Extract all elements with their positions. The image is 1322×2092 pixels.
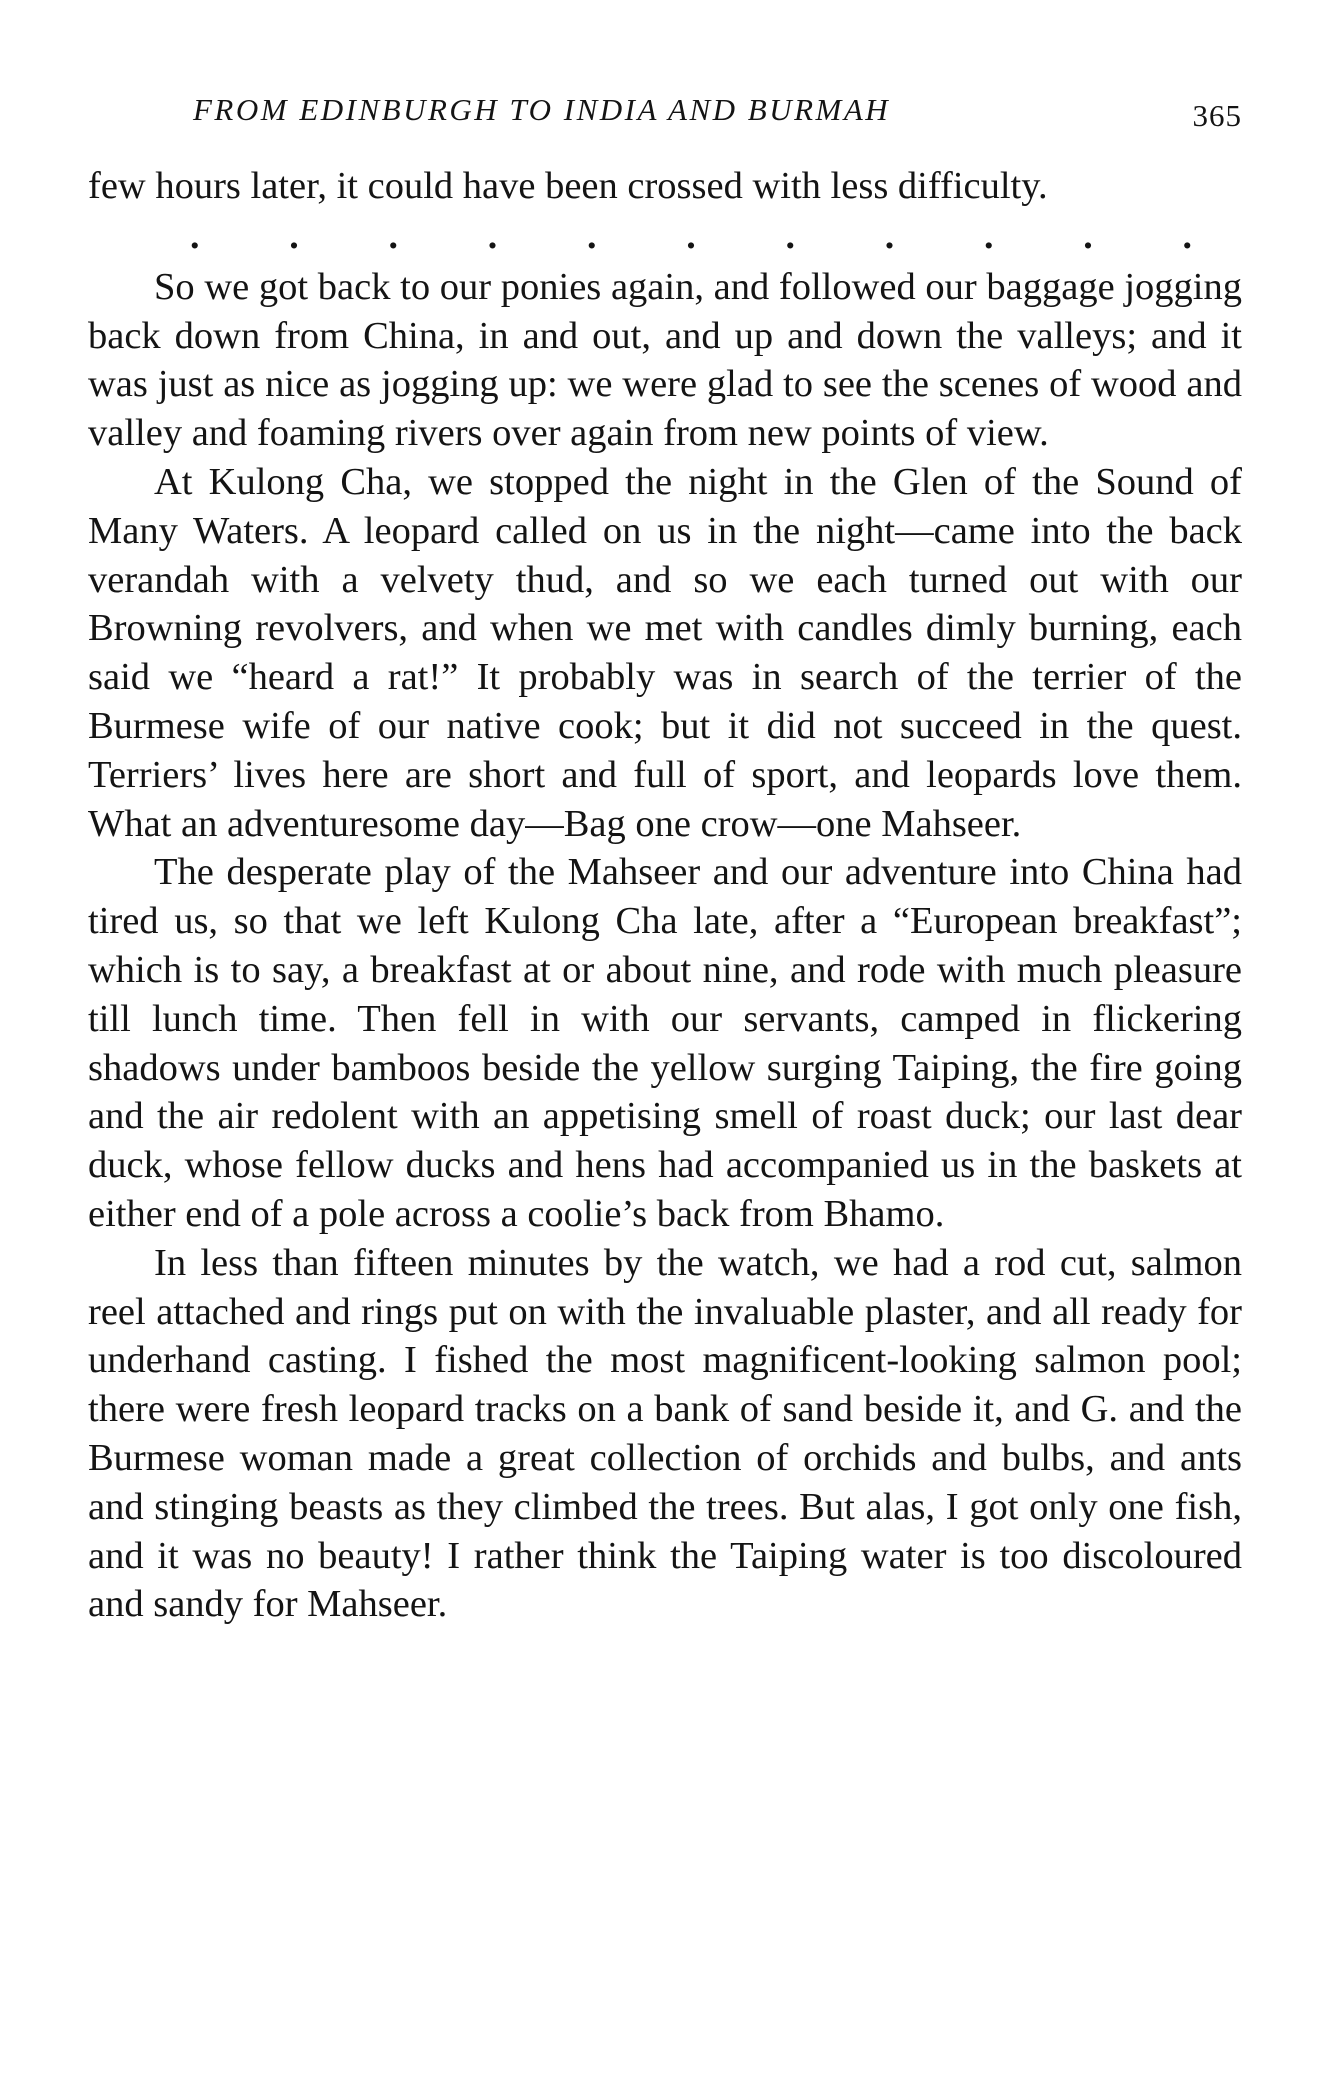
body-text [88,162,1242,1629]
dot: . [884,215,895,258]
dot: . [190,215,200,258]
dot: . [785,215,795,258]
dot: . [1182,215,1192,258]
dot: . [289,215,299,258]
dot: . [1083,215,1093,258]
dot: . [388,215,398,258]
running-head [193,92,1242,138]
dot: . [587,215,597,258]
dot: . [487,215,498,258]
dot: . [686,215,696,258]
running-title: FROM EDINBURGH TO INDIA AND BURMAH [193,92,891,127]
paragraph-continued: few hours later, it could have been crossed with less difficulty. [88,165,1048,207]
book-page [88,92,1242,1629]
paragraph: The desperate play of the Mahseer and our adventure into China had tired us, so that we left Kulong Cha late, after a “European breakfast”; which is to say, a breakfast at or about nine, and rode with much pleasure till lunch time. Then fell in with our servants, camped in flickering shadows under bamboos beside the yellow surging Taiping, the fire going and the air redolent with an appetising smell of roast duck; our last dear duck, whose fellow ducks and hens had accompanied us in the baskets at either end of a pole across a coolie’s back from Bhamo. [88,851,1242,1235]
paragraph: In less than fifteen minutes by the watch, we had a rod cut, salmon reel attached and rings put on with the invaluable plaster, and all ready for underhand casting. I fished the most magnificent-looking salmon pool; there were fresh leopard tracks on a bank of sand beside it, and G. and the Burmese woman made a great collection of orchids and bulbs, and ants and stinging beasts as they climbed the trees. But alas, I got only one fish, and it was no beauty! I rather think the Taiping water is too discoloured and sandy for Mahseer. [88,1241,1242,1626]
page-number: 365 [1192,98,1242,133]
paragraph: So we got back to our ponies again, and followed our baggage jogging back down from China, in and out, and up and down the valleys; and it was just as nice as jogging up: we were glad to see the scenes of wood and valley and foaming rivers over again from new points of view. [88,265,1242,455]
paragraph: At Kulong Cha, we stopped the night in the Glen of the Sound of Many Waters. A leopard called on us in the night—came into the back verandah with a velvety thud, and so we each turned out with our Browning revolvers, and when we met with candles dimly burning, each said we “heard a rat!” It probably was in search of the terrier of the Burmese wife of our native cook; but it did not succeed in the quest. Terriers’ lives here are short and full of sport, and leopards love them. What an adventuresome day—Bag one crow—one Mahseer. [88,460,1242,845]
section-break-dots [88,211,1242,263]
dot: . [984,215,994,258]
